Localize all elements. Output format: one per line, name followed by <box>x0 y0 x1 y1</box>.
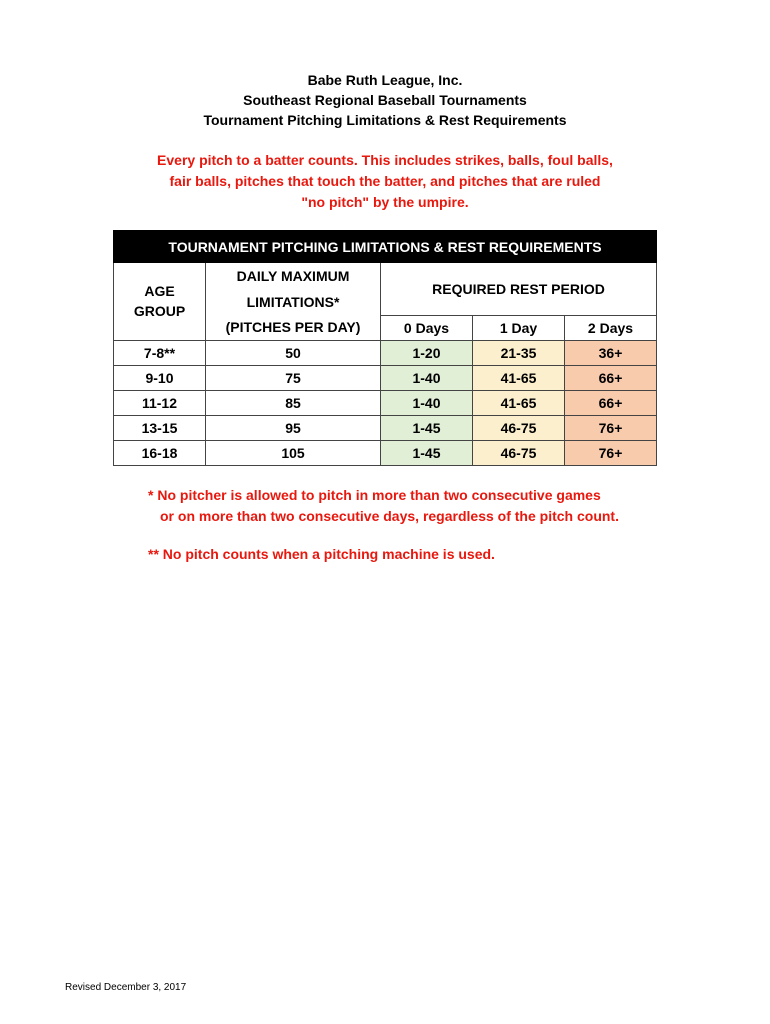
table-header-row <box>114 263 657 316</box>
rest-1-day-cell: 41-65 <box>473 390 565 415</box>
age-cell: 7-8** <box>114 340 206 365</box>
rest-2-days-cell: 36+ <box>565 340 657 365</box>
rest-2-days-cell: 76+ <box>565 440 657 465</box>
table-row <box>114 365 657 390</box>
footnote-pitching-machine: ** No pitch counts when a pitching machine is used. <box>148 546 495 562</box>
notice-line-3: "no pitch" by the umpire. <box>301 194 469 210</box>
daily-max-cell: 105 <box>206 440 381 465</box>
footnotes <box>148 485 619 565</box>
rest-1-day-cell: 41-65 <box>473 365 565 390</box>
daily-maximum-header <box>206 263 381 316</box>
rest-2-days-header: 2 Days <box>565 315 657 340</box>
table-row <box>114 390 657 415</box>
table-row <box>114 415 657 440</box>
rest-1-day-cell: 46-75 <box>473 440 565 465</box>
pitching-limits-table <box>113 230 657 466</box>
league-name: Babe Ruth League, Inc. <box>307 72 463 88</box>
daily-maximum-header-line-1: DAILY MAXIMUM <box>236 268 350 284</box>
rest-1-day-cell: 46-75 <box>473 415 565 440</box>
rest-0-days-cell: 1-45 <box>381 415 473 440</box>
rest-1-day-header: 1 Day <box>473 315 565 340</box>
table-title: TOURNAMENT PITCHING LIMITATIONS & REST REQUIREMENTS <box>114 231 657 263</box>
rest-2-days-cell: 66+ <box>565 390 657 415</box>
table-title-row <box>114 231 657 263</box>
daily-max-cell: 85 <box>206 390 381 415</box>
rest-0-days-cell: 1-20 <box>381 340 473 365</box>
revision-date: Revised December 3, 2017 <box>65 982 187 993</box>
age-cell: 16-18 <box>114 440 206 465</box>
footnote-consecutive-games: * No pitcher is allowed to pitch in more than two consecutive games <box>148 487 601 503</box>
tournament-name: Southeast Regional Baseball Tournaments <box>243 92 527 108</box>
notice-line-1: Every pitch to a batter counts. This includes strikes, balls, foul balls, <box>157 152 613 168</box>
rest-0-days-cell: 1-40 <box>381 390 473 415</box>
document-title: Tournament Pitching Limitations & Rest Requirements <box>203 112 567 128</box>
age-cell: 11-12 <box>114 390 206 415</box>
daily-max-cell: 50 <box>206 340 381 365</box>
pitches-per-day-header: (PITCHES PER DAY) <box>206 315 381 340</box>
age-group-header-line-1: AGE <box>144 283 175 300</box>
required-rest-period-header: REQUIRED REST PERIOD <box>381 263 657 316</box>
rest-0-days-cell: 1-45 <box>381 440 473 465</box>
age-cell: 13-15 <box>114 415 206 440</box>
table-row <box>114 440 657 465</box>
rest-0-days-header: 0 Days <box>381 315 473 340</box>
daily-max-cell: 95 <box>206 415 381 440</box>
pitch-count-notice <box>0 150 770 213</box>
notice-line-2: fair balls, pitches that touch the batter, and pitches that are ruled <box>169 173 601 189</box>
age-cell: 9-10 <box>114 365 206 390</box>
document-header <box>0 70 770 130</box>
table-row <box>114 340 657 365</box>
daily-maximum-header-line-2: LIMITATIONS* <box>246 294 340 310</box>
footnote-consecutive-days: or on more than two consecutive days, regardless of the pitch count. <box>160 508 619 524</box>
rest-0-days-cell: 1-40 <box>381 365 473 390</box>
rest-2-days-cell: 76+ <box>565 415 657 440</box>
daily-max-cell: 75 <box>206 365 381 390</box>
rest-2-days-cell: 66+ <box>565 365 657 390</box>
age-group-header-line-2: GROUP <box>133 303 186 320</box>
age-group-header <box>114 263 206 341</box>
rest-1-day-cell: 21-35 <box>473 340 565 365</box>
